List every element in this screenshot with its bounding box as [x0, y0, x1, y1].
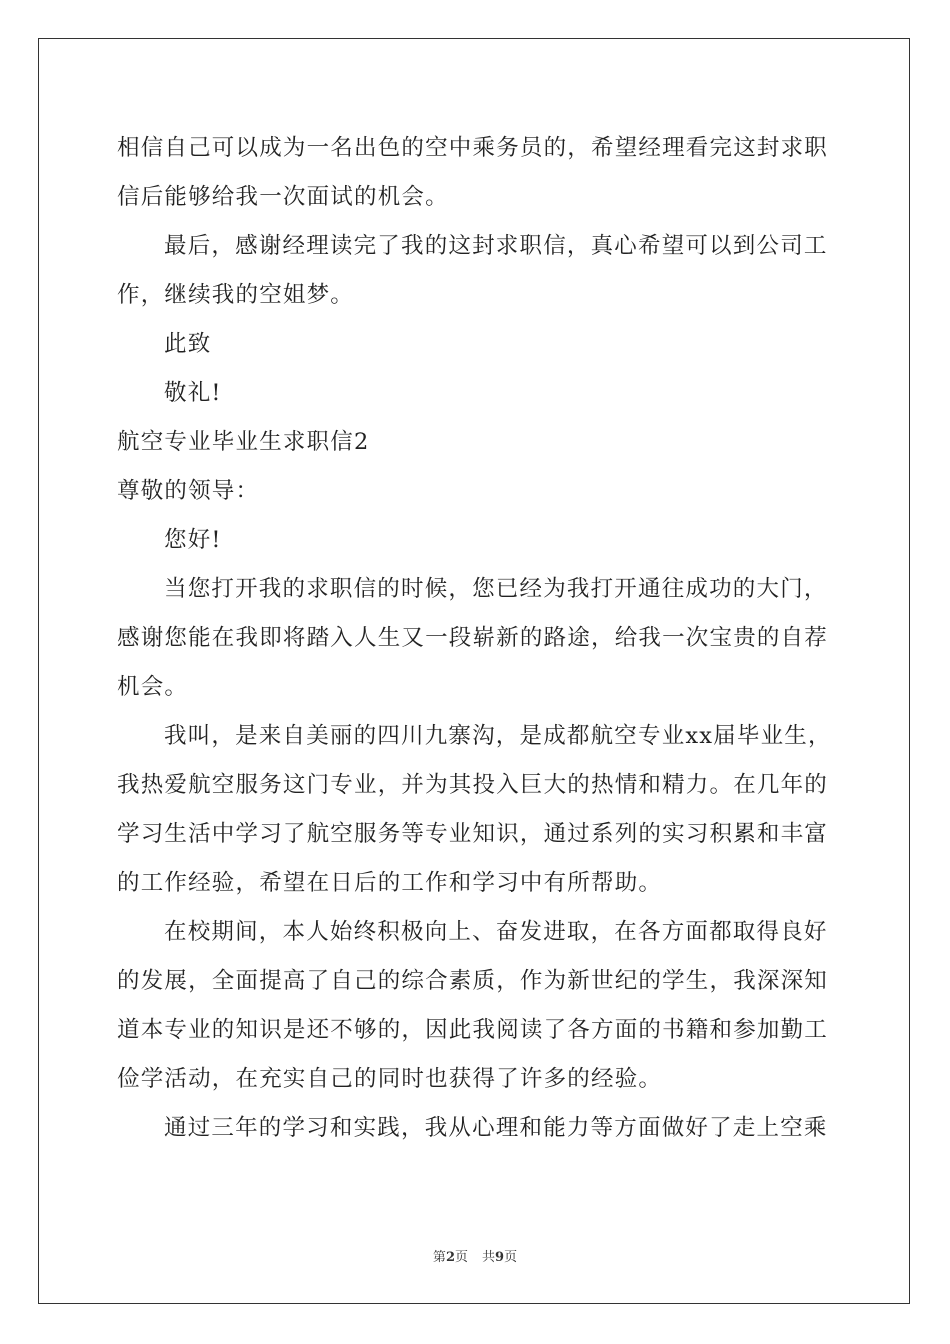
text-line: 感谢您能在我即将踏入人生又一段崭新的路途，给我一次宝贵的自荐 [117, 625, 829, 651]
text-line: 的工作经验，希望在日后的工作和学习中有所帮助。 [117, 870, 663, 896]
text-line: 的发展，全面提高了自己的综合素质，作为新世纪的学生，我深深知 [117, 968, 829, 994]
text-line: 航空专业毕业生求职信2 [117, 429, 370, 455]
total-page-number: 9 [495, 1250, 505, 1265]
text-line: 我叫，是来自美丽的四川九寨沟，是成都航空专业xx届毕业生， [164, 723, 832, 749]
text-line: 您好! [164, 527, 222, 553]
text-line: 学习生活中学习了航空服务等专业知识，通过系列的实习积累和丰富 [117, 821, 829, 847]
text-line: 在校期间，本人始终积极向上、奋发进取，在各方面都取得良好 [164, 919, 828, 945]
current-page-number: 2 [445, 1250, 455, 1265]
text-line: 机会。 [117, 674, 189, 700]
page-prefix: 第 [432, 1250, 446, 1265]
text-line: 通过三年的学习和实践，我从心理和能力等方面做好了走上空乘 [164, 1115, 828, 1141]
total-prefix: 共 [482, 1250, 496, 1265]
text-line: 俭学活动，在充实自己的同时也获得了许多的经验。 [117, 1066, 663, 1092]
text-line: 相信自己可以成为一名出色的空中乘务员的，希望经理看完这封求职 [117, 135, 829, 161]
text-line: 信后能够给我一次面试的机会。 [117, 184, 449, 210]
text-line: 道本专业的知识是还不够的，因此我阅读了各方面的书籍和参加勤工 [117, 1017, 829, 1043]
page-footer [0, 1246, 950, 1265]
text-line: 尊敬的领导： [117, 478, 260, 504]
text-line: 最后，感谢经理读完了我的这封求职信，真心希望可以到公司工 [164, 233, 828, 259]
text-line: 此致 [164, 331, 212, 357]
text-line: 作，继续我的空姐梦。 [117, 282, 355, 308]
document-body [117, 124, 837, 1153]
page-suffix: 页 [454, 1250, 468, 1265]
text-line: 敬礼! [164, 380, 222, 406]
text-line: 我热爱航空服务这门专业，并为其投入巨大的热情和精力。在几年的 [117, 772, 829, 798]
total-suffix: 页 [504, 1250, 518, 1265]
text-line: 当您打开我的求职信的时候，您已经为我打开通往成功的大门， [164, 576, 828, 602]
